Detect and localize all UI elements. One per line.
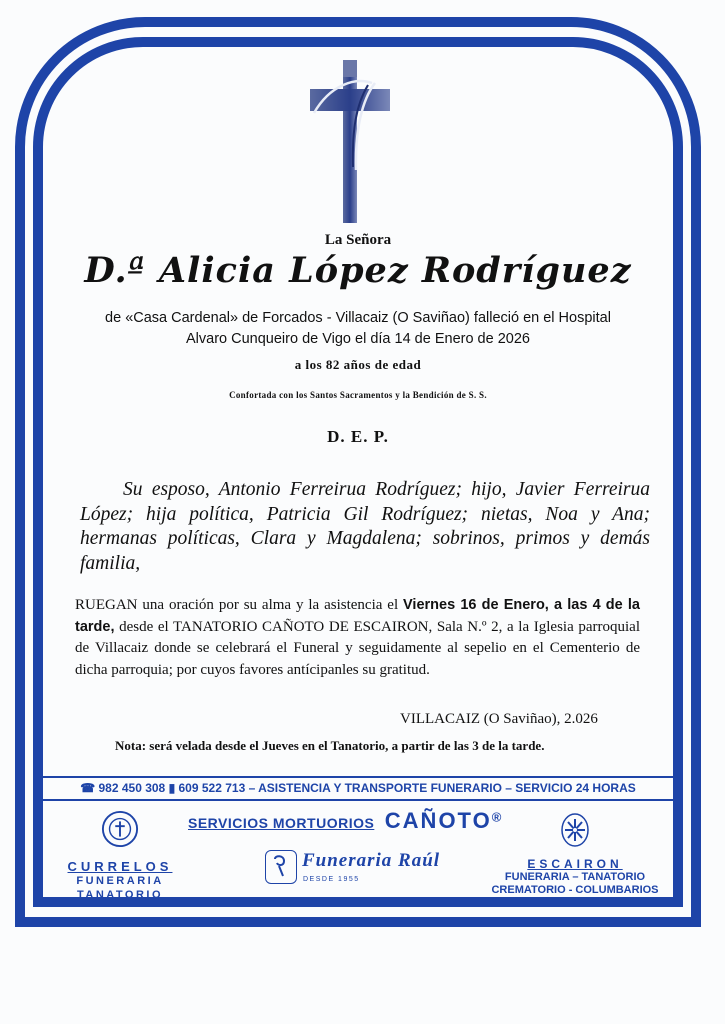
logo-escairon bbox=[480, 809, 670, 897]
logo-currelos bbox=[60, 810, 180, 902]
request-part-2: desde el TANATORIO CAÑOTO DE ESCAIRON, Sala N.º 2, a la Iglesia parroquial de Villacaiz donde se celebrará el Funeral y seguidamente al sepelio en el Cementerio de dicha parroquia; por cuyos favores antícipanles su gratitud. bbox=[75, 618, 640, 678]
brand-name: CAÑOTO bbox=[384, 808, 492, 833]
escairon-title: ESCAIRON bbox=[527, 857, 623, 871]
origin-line-1: de «Casa Cardenal» de Forcados - Villacaiz (O Saviñao) falleció en el Hospital bbox=[105, 310, 611, 326]
place-date: VILLACAIZ (O Saviñao), 2.026 bbox=[400, 711, 598, 727]
brand-services: SERVICIOS MORTUORIOS bbox=[188, 815, 375, 831]
divider-bottom bbox=[43, 799, 673, 801]
origin-line-2: Alvaro Cunqueiro de Vigo el día 14 de Enero de 2026 bbox=[186, 331, 530, 347]
divider-top bbox=[43, 776, 673, 778]
cross-icon bbox=[300, 55, 400, 225]
deceased-name: D.ª Alicia López Rodríguez bbox=[84, 250, 632, 291]
raul-name: Funeraria Raúl bbox=[302, 850, 441, 871]
service-datetime: Viernes 16 de Enero, a las 4 de la tarde, bbox=[75, 597, 640, 635]
request-paragraph bbox=[75, 595, 640, 681]
request-lead: RUEGAN bbox=[75, 597, 138, 613]
vigil-note: Nota: será velada desde el Jueves en el Tanatorio, a partir de las 3 de la tarde. bbox=[115, 738, 545, 753]
request-part-1: una oración por su alma y la asistencia el bbox=[137, 597, 404, 613]
escairon-line-1: FUNERARIA – TANATORIO bbox=[504, 871, 646, 883]
family-paragraph bbox=[80, 478, 650, 576]
registered-mark: ® bbox=[491, 809, 502, 825]
title-prefix: La Señora bbox=[324, 232, 392, 248]
raul-emblem-icon bbox=[265, 850, 297, 884]
dep-text: D. E. P. bbox=[327, 427, 389, 446]
comforted-text: Confortada con los Santos Sacramentos y la Bendición de S. S. bbox=[229, 390, 487, 400]
brand-canoto bbox=[188, 808, 501, 834]
escairon-flower-icon bbox=[560, 812, 590, 848]
escairon-line-2: CREMATORIO - COLUMBARIOS bbox=[491, 884, 659, 896]
raul-since: DESDE 1955 bbox=[303, 876, 360, 883]
currelos-line-2: TANATORIO bbox=[76, 889, 164, 901]
age-text: a los 82 años de edad bbox=[294, 357, 422, 372]
currelos-title: CURRELOS bbox=[67, 859, 173, 874]
contact-line: ☎ 982 450 308 ▮ 609 522 713 – ASISTENCIA Y TRANSPORTE FUNERARIO – SERVICIO 24 HORAS bbox=[80, 781, 636, 795]
origin-text bbox=[43, 308, 673, 350]
currelos-seal-icon bbox=[101, 810, 139, 848]
family-text: Su esposo, Antonio Ferreirua Rodríguez; hijo, Javier Ferreirua López; hija política, Patricia Gil Rodríguez; nietas, Noa y Ana; hermanas políticas, Clara y Magdalena; sobrinos, primos y demás familia, bbox=[80, 479, 650, 574]
currelos-line-1: FUNERARIA bbox=[76, 875, 164, 887]
